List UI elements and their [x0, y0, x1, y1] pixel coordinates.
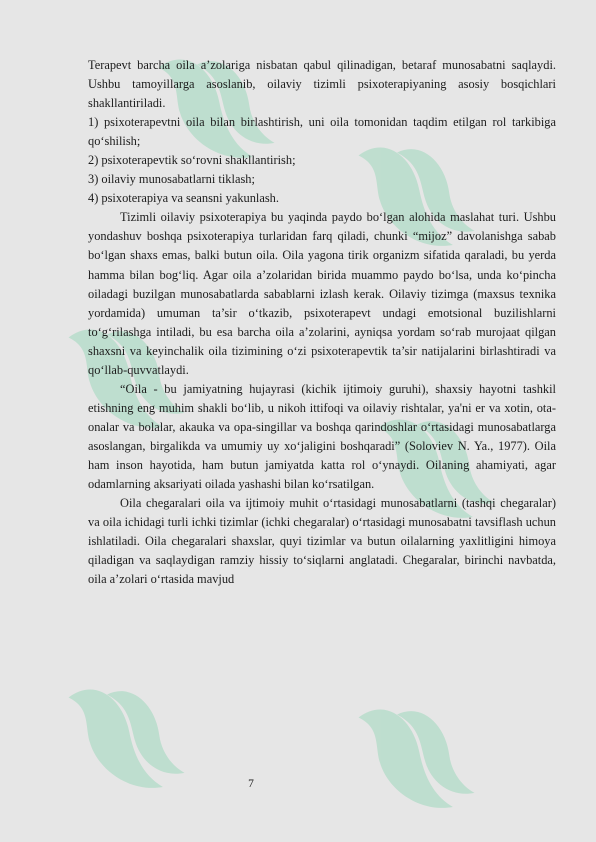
- paragraph-intro: Terapevt barcha oila a’zolariga nisbatan qabul qilinadigan, betaraf munosabatni saqlaydi. Ushbu tamoyillarga asoslanib, oilaviy tizimli psixoterapiyaning asosiy bosqichlari shakllantiriladi.: [88, 58, 556, 111]
- document-body: [88, 56, 556, 589]
- paragraph-family-boundaries: Oila chegaralari oila va ijtimoiy muhit o‘rtasidagi munosabatlarni (tashqi chegaralar) va oila ichidagi turli ichki tizimlar (ichki chegaralar) o‘rtasidagi munosabatni tavsiflash uchun ishlatiladi. Oila chegaralari shaxslar, quyi tizimlar va butun oilalarning yaxlitligini himoya qiladigan va saqlaydigan ramziy hissiy to‘siqlarni anglatadi. Chegaralar, birinchi navbatda, oila a’zolari o‘rtasida mavjud: [88, 496, 556, 587]
- list-item-step-3: 3) oilaviy munosabatlarni tiklash;: [88, 172, 255, 187]
- paragraph-family-definition: “Oila - bu jamiyatning hujayrasi (kichik ijtimoiy guruhi), shaxsiy hayotni tashkil etishning eng muhim shakli bo‘lib, u nikoh ittifoqi va oilaviy rishtalar, ya'ni er va xotin, ota-onalar va bolalar, akauka va opa-singillar va boshqa qarindoshlar o‘rtasidagi munosabatlarga asoslangan, birgalikda va umumiy uy xo‘jaligini boshqaradi” (Soloviev N. Ya., 1977). Oila ham inson hayotida, ham butun jamiyatda katta rol o‘ynaydi. Oilaning ahamiyati, agar odamlarning aksariyati oilada yashashi bilan ko‘rsatilgan.: [88, 381, 556, 492]
- watermark-logo-icon: [35, 642, 214, 828]
- paragraph-systemic-therapy: Tizimli oilaviy psixoterapiya bu yaqinda paydo bo‘lgan alohida maslahat turi. Ushbu yondashuv boshqa psixoterapiya turlaridan farq qiladi, chunki “mijoz” davolanishga sabab bo‘lgan shaxs emas, balki butun oila. Oila yagona tirik organizm sifatida qaraladi, bu yerda hamma bilan bog‘liq. Agar oila a’zolaridan birida muammo paydo bo‘lsa, unda ko‘pincha oiladagi buzilgan munosabatlarda sabablarni izlash kerak. Oilaviy tizimga (maxsus texnika yordamida) umuman ta’sir o‘tkazib, psixoterapevt undagi emotsional buzilishlarni to‘g‘rilashga intiladi, bu esa barcha oila a’zolarini, ayniqsa yordam so‘rab murojaat qilgan shaxsni va keyinchalik oila tizimining o‘zi psixoterapevtik ta’sir natijalarini birlashtiradi va qo‘llab-quvvatlaydi.: [88, 210, 556, 377]
- list-item-step-2: 2) psixoterapevtik so‘rovni shakllantirish;: [88, 153, 296, 168]
- list-item-step-1: 1) psixoterapevtni oila bilan birlashtirish, uni oila tomonidan taqdim etilgan rol tarkibiga qo‘shilish;: [88, 115, 556, 149]
- page-number: 7: [248, 778, 254, 790]
- list-item-step-4: 4) psixoterapiya va seansni yakunlash.: [88, 191, 279, 206]
- watermark-logo-icon: [325, 662, 504, 842]
